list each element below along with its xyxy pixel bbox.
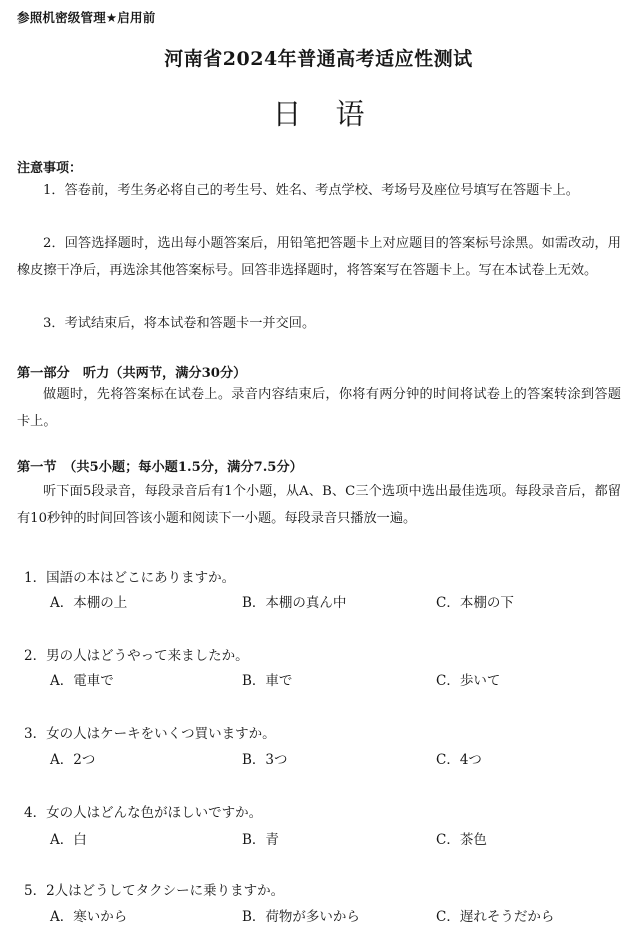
option-c: C．4つ: [436, 752, 482, 768]
section1-heading: 第一节 （共5小题；每小题1.5分，满分7.5分）: [17, 460, 303, 475]
option-b: B．車で: [242, 673, 293, 689]
question-stem: 3．女の人はケーキをいくつ買いますか。: [24, 726, 276, 742]
option-c: C．茶色: [436, 832, 487, 848]
option-c: C．本棚の下: [436, 595, 514, 611]
option-b: B．荷物が多いから: [242, 909, 360, 925]
section1-instruction: 听下面5段录音，每段录音后有1个小题，从A、B、C三个选项中选出最佳选项。每段录音后，都留有10秒钟的时间回答该小题和阅读下一小题。每段录音只播放一遍。: [17, 484, 621, 526]
notice-item-3: 3．考试结束后，将本试卷和答题卡一并交回。: [43, 316, 316, 331]
question-stem: 2．男の人はどうやって来ましたか。: [24, 648, 249, 664]
option-a: A．寒いから: [50, 909, 128, 925]
option-a: A．本棚の上: [50, 595, 128, 611]
question-stem: 1．国語の本はどこにありますか。: [24, 570, 236, 586]
part1-instruction: 做题时，先将答案标在试卷上。录音内容结束后，你将有两分钟的时间将试卷上的答案转涂到答题卡上。: [17, 387, 621, 429]
part1-heading: 第一部分 听力（共两节，满分30分）: [17, 366, 247, 381]
notice-heading: 注意事项：: [17, 161, 83, 176]
exam-title: 河南省2024年普通高考适应性测试: [164, 48, 473, 70]
option-a: A．2つ: [50, 752, 96, 768]
notice-item-1: 1．答卷前，考生务必将自己的考生号、姓名、考点学校、考场号及座位号填写在答题卡上。: [43, 183, 579, 198]
option-b: B．3つ: [242, 752, 288, 768]
subject-title: 日语: [272, 97, 399, 131]
question-stem: 5．2人はどうしてタクシーに乗りますか。: [24, 883, 285, 899]
option-b: B．青: [242, 832, 279, 848]
option-a: A．白: [50, 832, 87, 848]
question-stem: 4．女の人はどんな色がほしいですか。: [24, 805, 263, 821]
secret-level-label: 参照机密级管理★启用前: [17, 10, 156, 25]
option-c: C．遅れそうだから: [436, 909, 555, 925]
notice-item-2: 2．回答选择题时，选出每小题答案后，用铅笔把答题卡上对应题目的答案标号涂黑。如需改动，用橡皮擦干净后，再选涂其他答案标号。回答非选择题时，将答案写在答题卡上。写在本试卷上无效。: [17, 236, 621, 278]
option-b: B．本棚の真ん中: [242, 595, 347, 611]
option-a: A．電車で: [50, 673, 114, 689]
option-c: C．歩いて: [436, 673, 501, 689]
